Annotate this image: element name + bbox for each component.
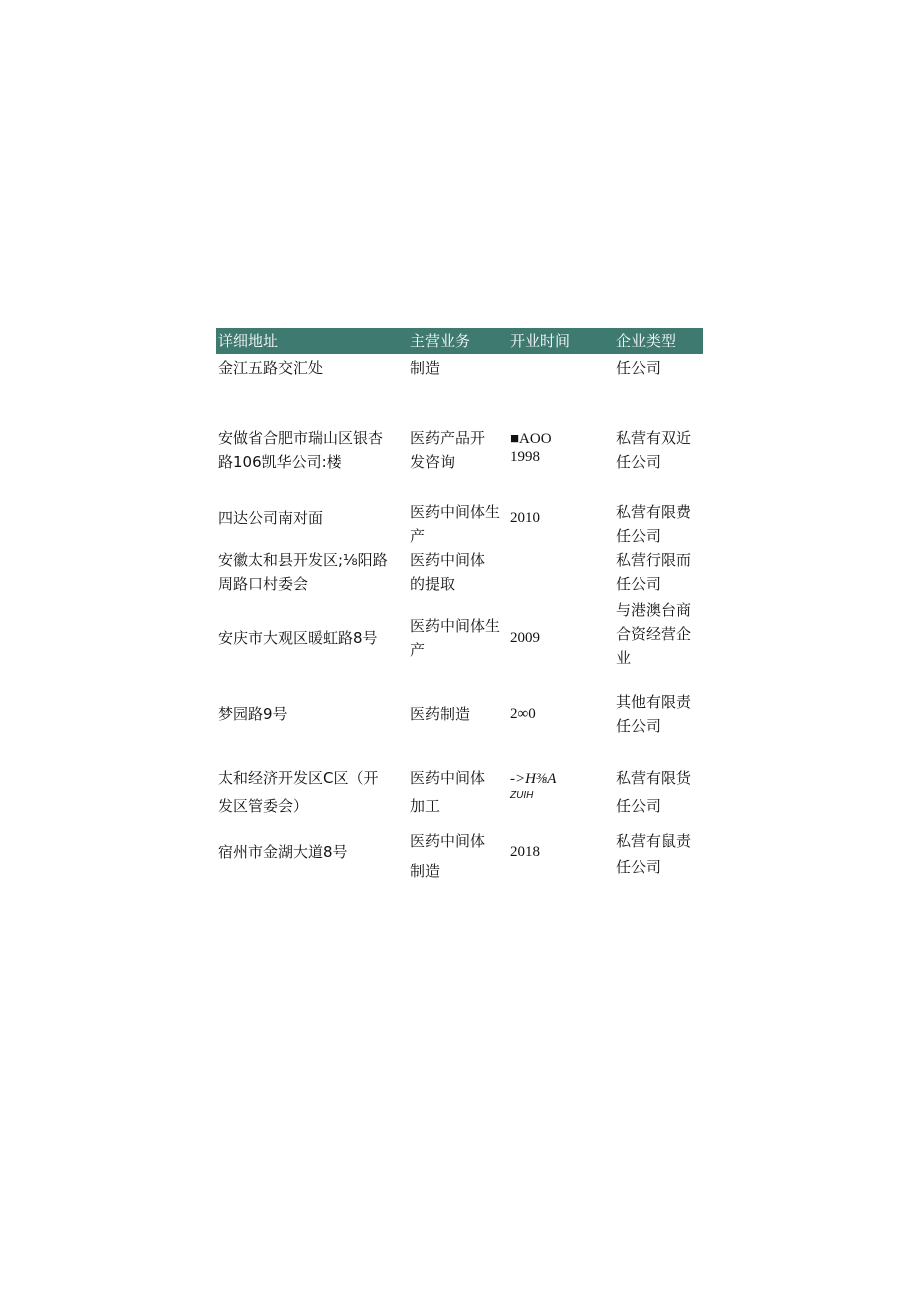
cell-address: 宿州市金湖大道8号 <box>218 843 348 861</box>
table-header <box>216 328 703 354</box>
cell-business: 医药中间体生 产 <box>410 617 501 659</box>
cell-business: 医药中间体生 产 <box>410 503 501 545</box>
cell-type: 私营有双近 任公司 <box>616 429 692 471</box>
cell-type: 私营有鼠责 任公司 <box>616 832 692 876</box>
cell-address: 四达公司南对面 <box>218 509 324 527</box>
cell-open-date: 2018 <box>510 844 540 860</box>
cell-address: 安庆市大观区暖虹路8号 <box>218 629 378 647</box>
cell-type: 私营有限费 任公司 <box>616 503 692 545</box>
cell-type: 与港澳台商 合资经营企 业 <box>616 601 692 667</box>
enterprise-table <box>216 328 703 880</box>
cell-type: 任公司 <box>616 359 662 377</box>
header-enterprise-type: 企业类型 <box>616 332 677 350</box>
header-business: 主营业务 <box>410 332 471 350</box>
cell-business: 医药制造 <box>410 705 471 723</box>
header-open-date: 开业时间 <box>510 332 571 350</box>
cell-open-date: 2∞0 <box>510 706 536 722</box>
cell-address: 安做省合肥市瑞山区银杏 路106凯华公司:楼 <box>218 429 384 471</box>
cell-open-date: 2010 <box>510 510 540 526</box>
cell-business: 医药中间体 制造 <box>410 832 486 880</box>
cell-address: 安徽太和县开发区;⅛阳路 周路口村委会 <box>218 551 388 593</box>
cell-business: 制造 <box>410 359 441 377</box>
cell-open-date: 2009 <box>510 630 540 646</box>
cell-address: 金江五路交汇处 <box>218 359 324 377</box>
cell-type: 私营行限而 任公司 <box>616 551 692 593</box>
cell-business: 医药产品开 发咨询 <box>410 429 486 471</box>
cell-open-date: ■AOO 1998 <box>510 431 552 465</box>
cell-business: 医药中间体 加工 <box>410 769 486 815</box>
cell-address: 梦园路9号 <box>218 705 288 723</box>
cell-type: 其他有限责 任公司 <box>616 693 692 735</box>
header-address: 详细地址 <box>218 332 279 350</box>
cell-business: 医药中间体 的提取 <box>410 551 486 593</box>
cell-type: 私营有限货 任公司 <box>616 769 692 815</box>
cell-address: 太和经济开发区C区（开 发区管委会） <box>218 769 379 815</box>
cell-open-date: ->H⅜A ZUIH <box>510 771 557 801</box>
